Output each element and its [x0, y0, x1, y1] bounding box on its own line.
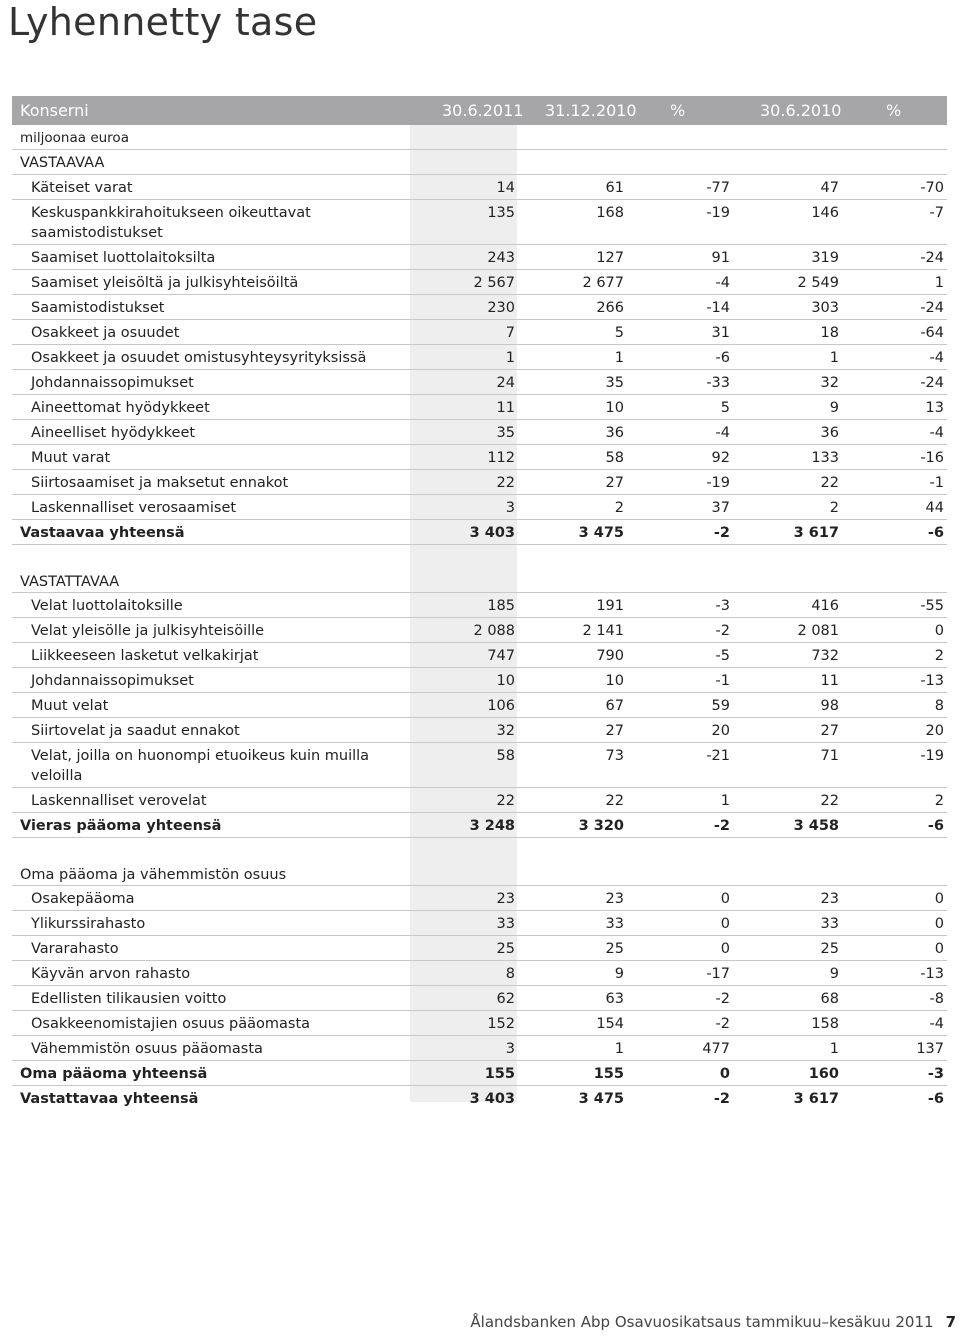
cell-col-4: 732 — [811, 648, 839, 664]
table-row — [12, 1011, 947, 1036]
table-row — [12, 445, 947, 470]
cell-col-2: 191 — [596, 598, 624, 614]
cell-col-3: -2 — [713, 1091, 730, 1107]
cell-col-2: 3 320 — [578, 818, 624, 834]
row-label: Edellisten tilikausien voitto — [31, 991, 227, 1007]
table-row — [12, 718, 947, 743]
row-label: Velat luottolaitoksille — [31, 598, 183, 614]
cell-col-1: 230 — [487, 300, 515, 316]
cell-col-5: 0 — [934, 623, 944, 639]
cell-col-2: 33 — [605, 916, 624, 932]
cell-col-1: 62 — [496, 991, 515, 1007]
cell-col-5: 2 — [934, 648, 944, 664]
cell-col-2: 36 — [605, 425, 624, 441]
cell-col-4: 158 — [811, 1016, 839, 1032]
header-col-4: 30.6.2010 — [760, 101, 842, 120]
page-title: Lyhennetty tase — [8, 0, 318, 44]
row-label: Laskennalliset verosaamiset — [31, 500, 237, 516]
cell-col-5: 137 — [916, 1041, 944, 1057]
cell-col-1: 25 — [496, 941, 515, 957]
row-label: Saamiset luottolaitoksilta — [31, 250, 216, 266]
cell-col-2: 22 — [605, 793, 624, 809]
cell-col-3: -5 — [715, 648, 730, 664]
cell-col-5: -4 — [929, 425, 944, 441]
cell-col-5: -24 — [920, 250, 944, 266]
row-label: Vähemmistön osuus pääomasta — [31, 1041, 263, 1057]
table-row — [12, 886, 947, 911]
table-row — [12, 470, 947, 495]
unit-label: miljoonaa euroa — [20, 130, 129, 146]
row-label: Aineelliset hyödykkeet — [31, 425, 196, 441]
table-row — [12, 643, 947, 668]
row-label: Liikkeeseen lasketut velkakirjat — [31, 648, 259, 664]
cell-col-4: 71 — [820, 748, 839, 764]
cell-col-2: 35 — [605, 375, 624, 391]
cell-col-4: 3 617 — [793, 1091, 839, 1107]
cell-col-1: 3 — [505, 1041, 515, 1057]
cell-col-1: 747 — [487, 648, 515, 664]
cell-col-2: 67 — [605, 698, 624, 714]
cell-col-1: 23 — [496, 891, 515, 907]
cell-col-3: 0 — [720, 891, 730, 907]
cell-col-2: 2 — [614, 500, 624, 516]
row-label: Laskennalliset verovelat — [31, 793, 207, 809]
cell-col-2: 266 — [596, 300, 624, 316]
cell-col-5: -4 — [929, 350, 944, 366]
table-row — [12, 320, 947, 345]
cell-col-5: -6 — [927, 1091, 944, 1107]
row-label: Muut velat — [31, 698, 109, 714]
cell-col-3: -17 — [706, 966, 730, 982]
cell-col-5: -64 — [920, 325, 944, 341]
cell-col-2: 25 — [605, 941, 624, 957]
row-label: Käteiset varat — [31, 180, 133, 196]
table-row — [12, 175, 947, 200]
cell-col-2: 1 — [614, 1041, 624, 1057]
total-row — [12, 1086, 947, 1110]
cell-col-1: 135 — [487, 205, 515, 221]
page-footer — [470, 1313, 956, 1331]
row-label: Johdannaissopimukset — [31, 375, 194, 391]
table-row — [12, 200, 947, 245]
row-label: Velat, joilla on huonompi etuoikeus kuin muilla veloilla — [31, 748, 370, 784]
cell-col-4: 11 — [820, 673, 839, 689]
cell-col-4: 9 — [829, 400, 839, 416]
row-label: Osakkeet ja osuudet — [31, 325, 180, 341]
row-label: Saamistodistukset — [31, 300, 165, 316]
table-row — [12, 395, 947, 420]
cell-col-1: 2 567 — [473, 275, 515, 291]
row-label: Oma pääoma ja vähemmistön osuus — [20, 867, 287, 883]
cell-col-1: 3 — [505, 500, 515, 516]
cell-col-4: 1 — [829, 350, 839, 366]
cell-col-1: 32 — [496, 723, 515, 739]
cell-col-4: 22 — [820, 475, 839, 491]
cell-col-1: 22 — [496, 793, 515, 809]
cell-col-2: 790 — [596, 648, 624, 664]
cell-col-5: -13 — [920, 966, 944, 982]
cell-col-3: -4 — [715, 425, 730, 441]
spacer-row — [12, 545, 947, 569]
table-row — [12, 245, 947, 270]
cell-col-1: 35 — [496, 425, 515, 441]
footer-text: Ålandsbanken Abp Osavuosikatsaus tammikuu–kesäkuu 2011 — [470, 1313, 934, 1331]
cell-col-1: 3 403 — [469, 525, 515, 541]
cell-col-4: 98 — [820, 698, 839, 714]
total-row — [12, 520, 947, 545]
cell-col-2: 155 — [593, 1066, 624, 1082]
cell-col-3: 59 — [711, 698, 730, 714]
cell-col-1: 33 — [496, 916, 515, 932]
cell-col-2: 1 — [614, 350, 624, 366]
header-col-1: 30.6.2011 — [442, 101, 524, 120]
cell-col-3: -19 — [706, 205, 730, 221]
cell-col-4: 3 617 — [793, 525, 839, 541]
cell-col-5: -70 — [920, 180, 944, 196]
cell-col-1: 112 — [487, 450, 515, 466]
unit-row — [12, 125, 947, 150]
cell-col-2: 2 677 — [582, 275, 624, 291]
cell-col-3: -6 — [715, 350, 730, 366]
cell-col-1: 243 — [487, 250, 515, 266]
cell-col-1: 14 — [496, 180, 515, 196]
header-label: Konserni — [20, 101, 89, 120]
row-label: VASTAAVAA — [20, 155, 105, 171]
cell-col-3: -21 — [706, 748, 730, 764]
cell-col-4: 303 — [811, 300, 839, 316]
header-col-2: 31.12.2010 — [545, 101, 637, 120]
cell-col-4: 27 — [820, 723, 839, 739]
cell-col-2: 5 — [614, 325, 624, 341]
row-label: Velat yleisölle ja julkisyhteisöille — [31, 623, 265, 639]
cell-col-4: 133 — [811, 450, 839, 466]
table-row — [12, 911, 947, 936]
cell-col-3: -14 — [706, 300, 730, 316]
cell-col-3: -33 — [706, 375, 730, 391]
cell-col-4: 2 549 — [797, 275, 839, 291]
cell-col-5: 1 — [934, 275, 944, 291]
cell-col-1: 11 — [496, 400, 515, 416]
cell-col-1: 22 — [496, 475, 515, 491]
row-label: Johdannaissopimukset — [31, 673, 194, 689]
cell-col-5: 0 — [934, 916, 944, 932]
cell-col-2: 73 — [605, 748, 624, 764]
cell-col-3: -2 — [715, 1016, 730, 1032]
cell-col-4: 9 — [829, 966, 839, 982]
row-label: Osakkeenomistajien osuus pääomasta — [31, 1016, 311, 1032]
cell-col-2: 58 — [605, 450, 624, 466]
cell-col-5: -24 — [920, 375, 944, 391]
cell-col-2: 27 — [605, 723, 624, 739]
cell-col-4: 1 — [829, 1041, 839, 1057]
table-row — [12, 295, 947, 320]
row-label: Käyvän arvon rahasto — [31, 966, 191, 982]
cell-col-3: -2 — [715, 991, 730, 1007]
cell-col-3: 20 — [711, 723, 730, 739]
cell-col-1: 58 — [496, 748, 515, 764]
cell-col-3: -2 — [713, 818, 730, 834]
cell-col-4: 18 — [820, 325, 839, 341]
table-row — [12, 495, 947, 520]
cell-col-1: 2 088 — [473, 623, 515, 639]
cell-col-4: 319 — [811, 250, 839, 266]
cell-col-1: 185 — [487, 598, 515, 614]
table-body — [12, 150, 947, 1110]
cell-col-1: 8 — [505, 966, 515, 982]
row-label: Vastattavaa yhteensä — [20, 1091, 199, 1107]
cell-col-4: 36 — [820, 425, 839, 441]
cell-col-2: 27 — [605, 475, 624, 491]
cell-col-1: 24 — [496, 375, 515, 391]
cell-col-2: 9 — [614, 966, 624, 982]
cell-col-1: 106 — [487, 698, 515, 714]
cell-col-5: 44 — [925, 500, 944, 516]
cell-col-5: -8 — [929, 991, 944, 1007]
row-label: Vieras pääoma yhteensä — [20, 818, 222, 834]
cell-col-5: -3 — [927, 1066, 944, 1082]
cell-col-2: 23 — [605, 891, 624, 907]
section-row — [12, 862, 947, 886]
cell-col-4: 146 — [811, 205, 839, 221]
cell-col-5: -16 — [920, 450, 944, 466]
cell-col-2: 61 — [605, 180, 624, 196]
cell-col-2: 168 — [596, 205, 624, 221]
row-label: Keskuspankkirahoitukseen oikeuttavat saamistodistukset — [31, 205, 311, 241]
cell-col-4: 23 — [820, 891, 839, 907]
cell-col-1: 152 — [487, 1016, 515, 1032]
cell-col-5: 0 — [934, 891, 944, 907]
cell-col-4: 3 458 — [793, 818, 839, 834]
cell-col-2: 63 — [605, 991, 624, 1007]
total-row — [12, 813, 947, 838]
row-label: Muut varat — [31, 450, 111, 466]
cell-col-3: -77 — [706, 180, 730, 196]
cell-col-3: 0 — [720, 941, 730, 957]
row-label: Siirtovelat ja saadut ennakot — [31, 723, 240, 739]
table-row — [12, 618, 947, 643]
row-label: Oma pääoma yhteensä — [20, 1066, 208, 1082]
cell-col-4: 25 — [820, 941, 839, 957]
cell-col-3: 477 — [702, 1041, 730, 1057]
row-label: Saamiset yleisöltä ja julkisyhteisöiltä — [31, 275, 299, 291]
row-label: Osakkeet ja osuudet omistusyhteysyrityksissä — [31, 350, 367, 366]
table-row — [12, 693, 947, 718]
cell-col-1: 1 — [505, 350, 515, 366]
cell-col-5: -4 — [929, 1016, 944, 1032]
cell-col-1: 7 — [505, 325, 515, 341]
table-header — [12, 96, 947, 125]
table-row — [12, 593, 947, 618]
cell-col-3: 0 — [719, 1066, 730, 1082]
row-label: Osakepääoma — [31, 891, 135, 907]
cell-col-4: 2 — [829, 500, 839, 516]
cell-col-5: -13 — [920, 673, 944, 689]
cell-col-2: 154 — [596, 1016, 624, 1032]
cell-col-4: 68 — [820, 991, 839, 1007]
row-label: VASTATTAVAA — [20, 574, 120, 590]
table-row — [12, 370, 947, 395]
cell-col-4: 47 — [820, 180, 839, 196]
cell-col-5: 0 — [934, 941, 944, 957]
cell-col-4: 33 — [820, 916, 839, 932]
table-row — [12, 986, 947, 1011]
cell-col-5: -24 — [920, 300, 944, 316]
table-row — [12, 743, 947, 788]
row-label: Aineettomat hyödykkeet — [31, 400, 210, 416]
table-row — [12, 668, 947, 693]
cell-col-3: 92 — [711, 450, 730, 466]
cell-col-3: -2 — [713, 525, 730, 541]
cell-col-5: -6 — [927, 818, 944, 834]
cell-col-4: 22 — [820, 793, 839, 809]
total-row — [12, 1061, 947, 1086]
cell-col-3: 37 — [711, 500, 730, 516]
cell-col-3: -1 — [715, 673, 730, 689]
cell-col-1: 155 — [484, 1066, 515, 1082]
cell-col-3: 91 — [711, 250, 730, 266]
spacer-row — [12, 838, 947, 862]
row-label: Vastaavaa yhteensä — [20, 525, 185, 541]
row-label: Ylikurssirahasto — [31, 916, 146, 932]
row-label: Vararahasto — [31, 941, 119, 957]
cell-col-3: 31 — [711, 325, 730, 341]
cell-col-5: -6 — [927, 525, 944, 541]
cell-col-5: 20 — [925, 723, 944, 739]
table-row — [12, 420, 947, 445]
cell-col-1: 3 248 — [469, 818, 515, 834]
cell-col-2: 127 — [596, 250, 624, 266]
header-col-5: % — [886, 101, 902, 120]
cell-col-3: -19 — [706, 475, 730, 491]
cell-col-2: 3 475 — [578, 525, 624, 541]
page-number: 7 — [945, 1313, 956, 1331]
cell-col-5: -1 — [929, 475, 944, 491]
table-row — [12, 936, 947, 961]
table-row — [12, 1036, 947, 1061]
section-row — [12, 569, 947, 593]
balance-sheet-table — [12, 96, 947, 1110]
section-row — [12, 150, 947, 175]
cell-col-3: 1 — [720, 793, 730, 809]
table-row — [12, 961, 947, 986]
cell-col-2: 2 141 — [582, 623, 624, 639]
table-row — [12, 788, 947, 813]
header-col-3: % — [670, 101, 686, 120]
row-label: Siirtosaamiset ja maksetut ennakot — [31, 475, 289, 491]
cell-col-4: 416 — [811, 598, 839, 614]
cell-col-4: 160 — [808, 1066, 839, 1082]
cell-col-1: 10 — [496, 673, 515, 689]
table-row — [12, 270, 947, 295]
cell-col-4: 32 — [820, 375, 839, 391]
cell-col-3: 5 — [720, 400, 730, 416]
cell-col-5: -7 — [929, 205, 944, 221]
cell-col-5: -55 — [920, 598, 944, 614]
cell-col-1: 3 403 — [469, 1091, 515, 1107]
cell-col-3: -3 — [715, 598, 730, 614]
cell-col-3: 0 — [720, 916, 730, 932]
cell-col-4: 2 081 — [797, 623, 839, 639]
cell-col-2: 10 — [605, 400, 624, 416]
cell-col-5: 8 — [934, 698, 944, 714]
cell-col-3: -2 — [715, 623, 730, 639]
cell-col-2: 10 — [605, 673, 624, 689]
cell-col-5: 2 — [934, 793, 944, 809]
cell-col-3: -4 — [715, 275, 730, 291]
table-row — [12, 345, 947, 370]
cell-col-2: 3 475 — [578, 1091, 624, 1107]
cell-col-5: -19 — [920, 748, 944, 764]
cell-col-5: 13 — [925, 400, 944, 416]
